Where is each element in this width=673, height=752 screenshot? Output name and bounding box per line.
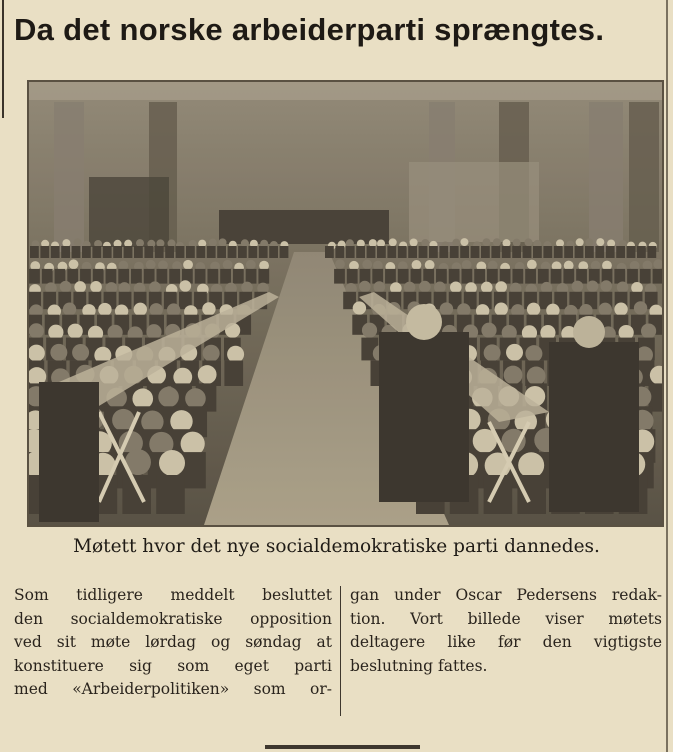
article-column-left [14, 584, 332, 702]
article-line: den socialdemokratiske opposition [14, 609, 332, 628]
right-page-rule [666, 0, 668, 752]
article-line: tion. Vort billede viser møtets [350, 609, 662, 628]
photo-caption: Møtett hvor det nye socialdemokratiske parti dannedes. [73, 536, 600, 557]
left-page-rule [2, 0, 4, 118]
article-line: gan under Oscar Pedersens redak- [350, 586, 662, 604]
column-divider [340, 586, 341, 716]
article-line: deltagere like før den vigtigste [350, 633, 662, 651]
photo-grain [29, 82, 662, 525]
footer-rule [265, 745, 420, 749]
meeting-photo [27, 80, 664, 527]
article-line: med «Arbeiderpolitiken» som or- [14, 680, 332, 698]
headline: Da det norske arbeiderparti sprængtes. [14, 12, 605, 47]
article-line: Som tidligere meddelt besluttet [14, 586, 332, 604]
meeting-hall-illustration [29, 82, 662, 525]
article-line: beslutning fattes. [350, 656, 488, 675]
article-line: ved sit møte lørdag og søndag at [14, 633, 332, 651]
article-line: konstituere sig som eget parti [14, 656, 332, 675]
article-column-right [350, 584, 662, 678]
